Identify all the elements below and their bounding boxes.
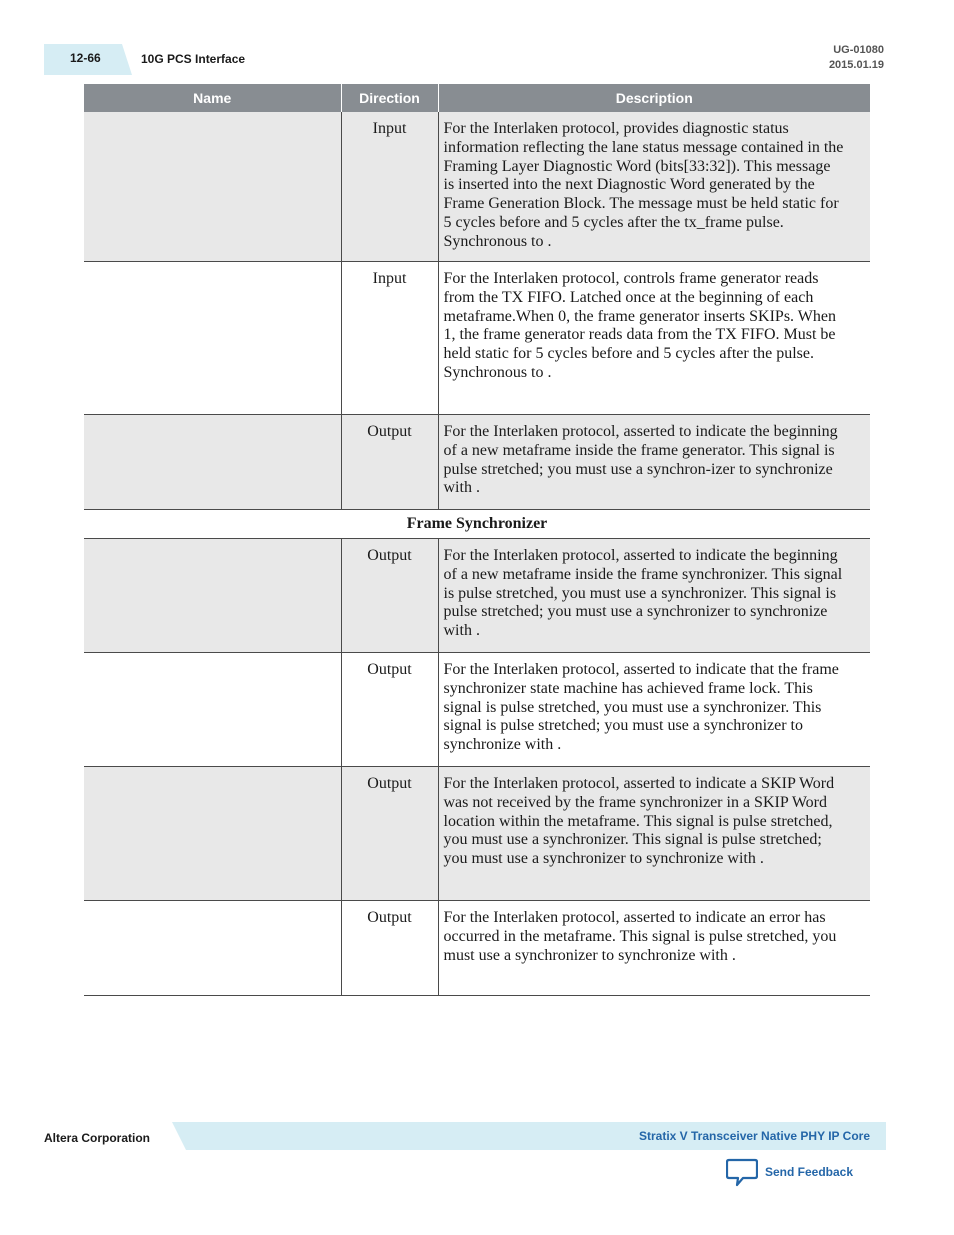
- table-row: [84, 415, 870, 510]
- signal-direction: Output: [341, 415, 438, 510]
- signal-description: For the Interlaken protocol, asserted to indicate that the frame synchronizer state machine has achieved frame lock. This signal is pulse stretched, you must use a synchronizer. This signal is pulse stretched; you must use a synchronizer to synchronize with .: [438, 653, 870, 767]
- footer-product-link[interactable]: Stratix V Transceiver Native PHY IP Core: [638, 1129, 870, 1143]
- signal-direction: Input: [341, 112, 438, 262]
- column-header-description: Description: [438, 84, 870, 112]
- column-header-name: Name: [84, 84, 341, 112]
- signal-name: [84, 112, 341, 262]
- table-header-row: [84, 84, 870, 112]
- page-number: 12-66: [70, 51, 101, 65]
- signal-direction: Output: [341, 539, 438, 653]
- signal-name: [84, 653, 341, 767]
- table-row: [84, 901, 870, 996]
- signal-name: [84, 901, 341, 996]
- section-title: 10G PCS Interface: [141, 52, 246, 66]
- footer-company: Altera Corporation: [44, 1131, 151, 1145]
- send-feedback-button[interactable]: [726, 1157, 853, 1187]
- table-row: [84, 653, 870, 767]
- doc-date: 2015.01.19: [828, 59, 884, 71]
- section-row: [84, 510, 870, 539]
- signal-direction: Input: [341, 262, 438, 415]
- signal-description: For the Interlaken protocol, provides diagnostic status information reflecting the lane status message contained in the Framing Layer Diagnostic Word (bits[33:32]). This message is inserted into the next Diagnostic Word generated by the Frame Generation Block. The message must be held static for 5 cycles before and 5 cycles after the tx_frame pulse. Synchronous to .: [438, 112, 870, 262]
- column-header-direction: Direction: [341, 84, 438, 112]
- table-row: [84, 262, 870, 415]
- signal-description: For the Interlaken protocol, asserted to indicate an error has occurred in the metaframe. This signal is pulse stretched, you must use a synchronizer to synchronize with .: [438, 901, 870, 996]
- signal-name: [84, 539, 341, 653]
- speech-bubble-icon: [726, 1157, 758, 1187]
- send-feedback-label[interactable]: Send Feedback: [765, 1165, 854, 1179]
- signal-description: For the Interlaken protocol, asserted to indicate the beginning of a new metaframe inside the frame generator. This signal is pulse stretched; you must use a synchron-izer to synchronize with .: [438, 415, 870, 510]
- signal-name: [84, 767, 341, 901]
- doc-id: UG-01080: [833, 44, 884, 56]
- table-row: [84, 112, 870, 262]
- signal-description: For the Interlaken protocol, controls frame generator reads from the TX FIFO. Latched once at the beginning of each metaframe.When 0, the frame generator inserts SKIPs. When 1, the frame generator reads data from the TX FIFO. Must be held static for 5 cycles before and 5 cycles after the pulse. Synchronous to .: [438, 262, 870, 415]
- table-row: [84, 539, 870, 653]
- signal-direction: Output: [341, 767, 438, 901]
- section-heading: Frame Synchronizer: [84, 510, 870, 539]
- signal-description: For the Interlaken protocol, asserted to indicate a SKIP Word was not received by the frame synchronizer in a SKIP Word location within the metaframe. This signal is pulse stretched, you must use a synchronizer. This signal is pulse stretched; you must use a synchronizer to synchronize with .: [438, 767, 870, 901]
- signal-description: For the Interlaken protocol, asserted to indicate the beginning of a new metaframe inside the frame synchronizer. This signal is pulse stretched, you must use a synchronizer. This signal is pulse stretched; you must use a synchronizer to synchronize with .: [438, 539, 870, 653]
- signal-direction: Output: [341, 901, 438, 996]
- table-row: [84, 767, 870, 901]
- signal-table: [84, 84, 870, 996]
- signal-name: [84, 262, 341, 415]
- doc-info: [829, 43, 884, 73]
- signal-name: [84, 415, 341, 510]
- signal-direction: Output: [341, 653, 438, 767]
